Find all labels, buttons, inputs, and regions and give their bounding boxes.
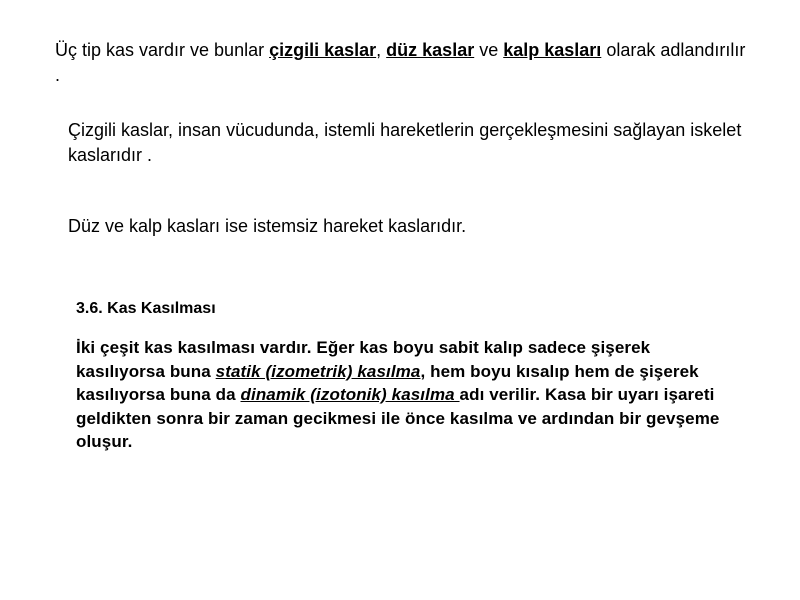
section-body-part-1: İki çeşit kas kasılması vardır. Eğer kas boyu sabit kalıp sadece şişerek kasılıyorsa buna xyxy=(76,338,651,381)
intro-prefix: Üç tip kas vardır ve bunlar xyxy=(55,40,270,60)
intro-separator-1: , xyxy=(376,40,387,60)
term-cardiac-muscles: kalp kasları xyxy=(503,40,602,60)
striated-muscles-paragraph: Çizgili kaslar, insan vücudunda, istemli hareketlerin gerçekleşmesini sağlayan iskelet kaslarıdır . xyxy=(68,120,742,165)
section-heading: 3.6. Kas Kasılması xyxy=(76,300,216,317)
term-striated-muscles: çizgili kaslar xyxy=(269,40,377,60)
term-static-contraction: statik (izometrik) kasılma xyxy=(215,361,421,381)
section-body-part-3: adı verilir. Kasa bir uyarı işareti geldikten sonra bir zaman gecikmesi ile önce kasılma ve ardından bir gevşeme oluşur. xyxy=(76,385,720,451)
intro-separator-2: ve xyxy=(474,40,504,60)
smooth-muscles-paragraph: Düz ve kalp kasları ise istemsiz hareket kaslarıdır. xyxy=(68,216,467,236)
term-smooth-muscles: düz kaslar xyxy=(386,40,475,60)
term-dynamic-contraction: dinamik (izotonik) kasılma xyxy=(240,385,460,404)
intro-suffix: olarak adlandırılır . xyxy=(55,40,746,85)
section-body-part-2: , hem boyu kısalıp hem de şişerek kasılıyorsa buna da xyxy=(76,361,699,404)
section-body-paragraph xyxy=(76,336,741,454)
intro-paragraph xyxy=(55,38,755,88)
